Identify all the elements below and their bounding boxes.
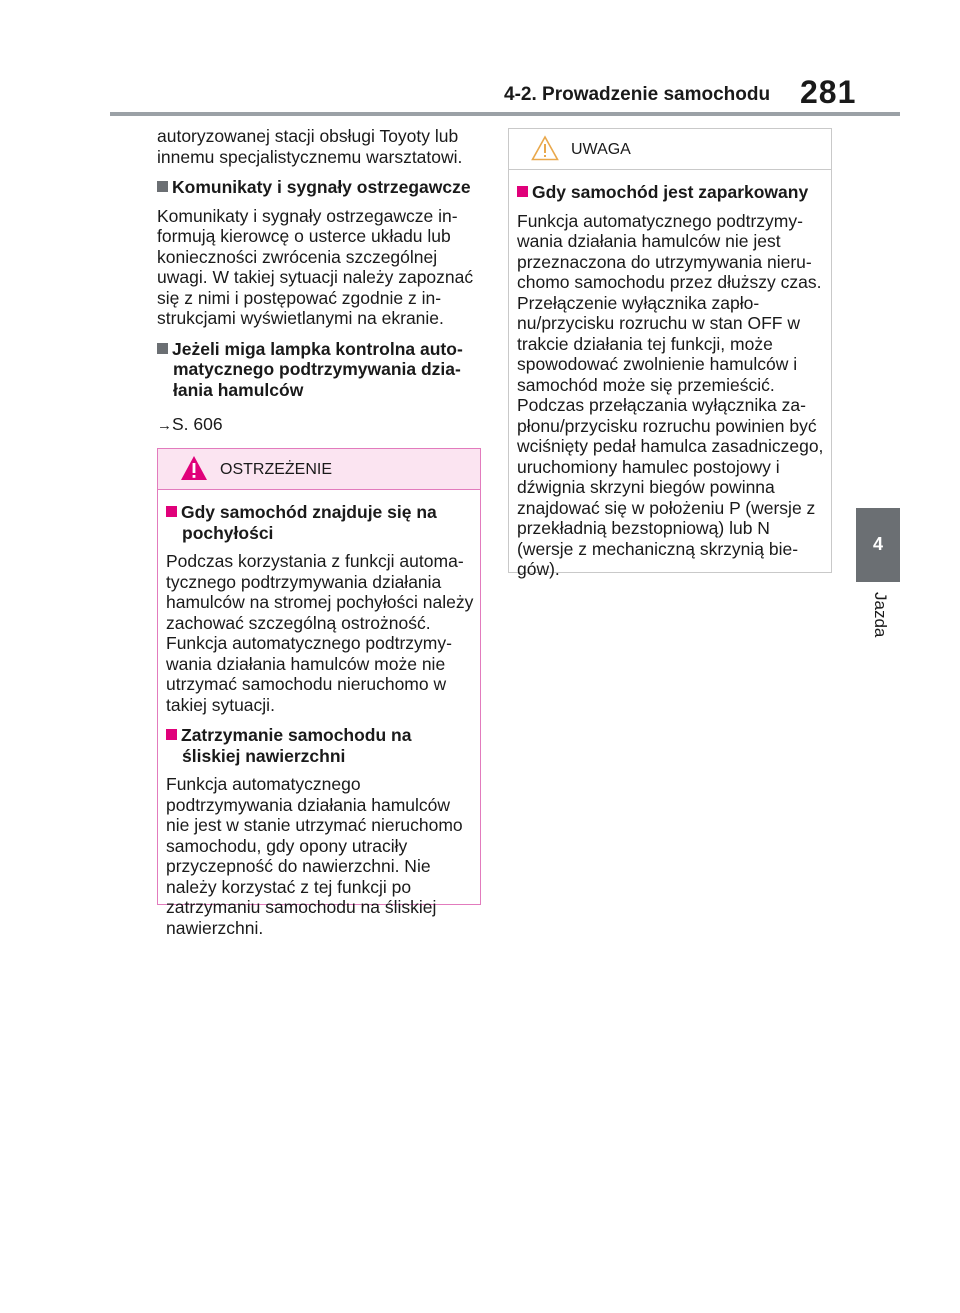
square-bullet-icon [517, 186, 528, 197]
page-header [0, 0, 960, 116]
subheading-messages: Komunikaty i sygnały ostrzegawcze [157, 177, 481, 198]
warning-body [158, 490, 480, 938]
chapter-label-text: Jazda [871, 592, 890, 638]
square-bullet-icon [157, 343, 168, 354]
caution-text-parked: Funkcja automatycznego podtrzymywania działania hamulców nie jest przeznaczona do utrzymywania nieruchomo samochodu przez dłuższy czas. Przełączenie wyłącznika zapłonu/przycisku rozruchu w stan OFF w trakcie działania tej funkcji, może spowodować zwolnienie hamulców i samochód może się przemieścić. Podczas przełączania wyłącznika zapłonu/przycisku rozruchu powinien być wciśnięty pedał hamulca zasadniczego, uruchomiony hamulec postojowy i dźwignia skrzyni biegów powinna znajdować się w położeniu P (wersje z przekładnią bezstopniową) lub N (wersje z mechaniczną skrzynią biegów). [517, 210, 824, 579]
warning-subheading-slippery: Zatrzymanie samochodu na śliskiej nawierzchni [166, 725, 474, 766]
warning-title: OSTRZEŻENIE [220, 461, 333, 478]
square-bullet-icon [166, 506, 177, 517]
page-reference[interactable] [157, 414, 481, 437]
square-bullet-icon [157, 181, 168, 192]
page-number: 281 [800, 74, 857, 110]
warning-triangle-icon [180, 455, 208, 481]
subheading-indicator: Jeżeli miga lampka kontrolna automatycznego podtrzymywania działania hamulców [157, 339, 481, 401]
caution-subheading-parked: Gdy samochód jest zaparkowany [517, 182, 825, 203]
warning-text-slippery: Funkcja automatycznego podtrzymywania działania hamulców nie jest w stanie utrzymać nieruchomo samochodu, gdy opony utraciły przyczepność do nawierzchni. Nie należy korzystać z tej funkcji po zatrzymaniu samochodu na śliskiej nawierzchni. [166, 774, 463, 938]
caution-triangle-icon [531, 135, 559, 161]
page-reference-text: S. 606 [172, 414, 223, 434]
square-bullet-icon [166, 729, 177, 740]
warning-header [158, 449, 480, 490]
left-column [157, 126, 481, 437]
warning-subheading-slope: Gdy samochód znajduje się na pochyłości [166, 502, 474, 543]
intro-text: autoryzowanej stacji obsługi Toyoty lub innemu specjalistycznemu warsztatowi. [157, 126, 463, 167]
warning-text-slope: Podczas korzystania z funkcji automatycznego podtrzymywania działania hamulców na stromej pochyłości należy zachować szczególną ostrożność. Funkcja automatycznego podtrzymywania działania hamulców może nie utrzymać samochodu nieruchomo w takiej sytuacji. [166, 551, 474, 715]
section-title: 4-2. Prowadzenie samochodu [504, 84, 771, 105]
caution-box [508, 128, 832, 579]
header-divider [110, 112, 900, 116]
arrow-right-icon: → [157, 417, 172, 434]
chapter-tab [856, 508, 900, 582]
chapter-label [864, 592, 892, 652]
warning-box [157, 448, 481, 938]
messages-text: Komunikaty i sygnały ostrzegawcze informują kierowcę o usterce układu lub konieczności zwrócenia szczególnej uwagi. W takiej sytuacji należy zapoznać się z nimi i postępować zgodnie z instrukcjami wyświetlanymi na ekranie. [157, 205, 474, 328]
chapter-number: 4 [872, 534, 883, 554]
caution-header [509, 129, 831, 170]
caution-body [509, 170, 831, 580]
caution-title: UWAGA [571, 141, 631, 158]
